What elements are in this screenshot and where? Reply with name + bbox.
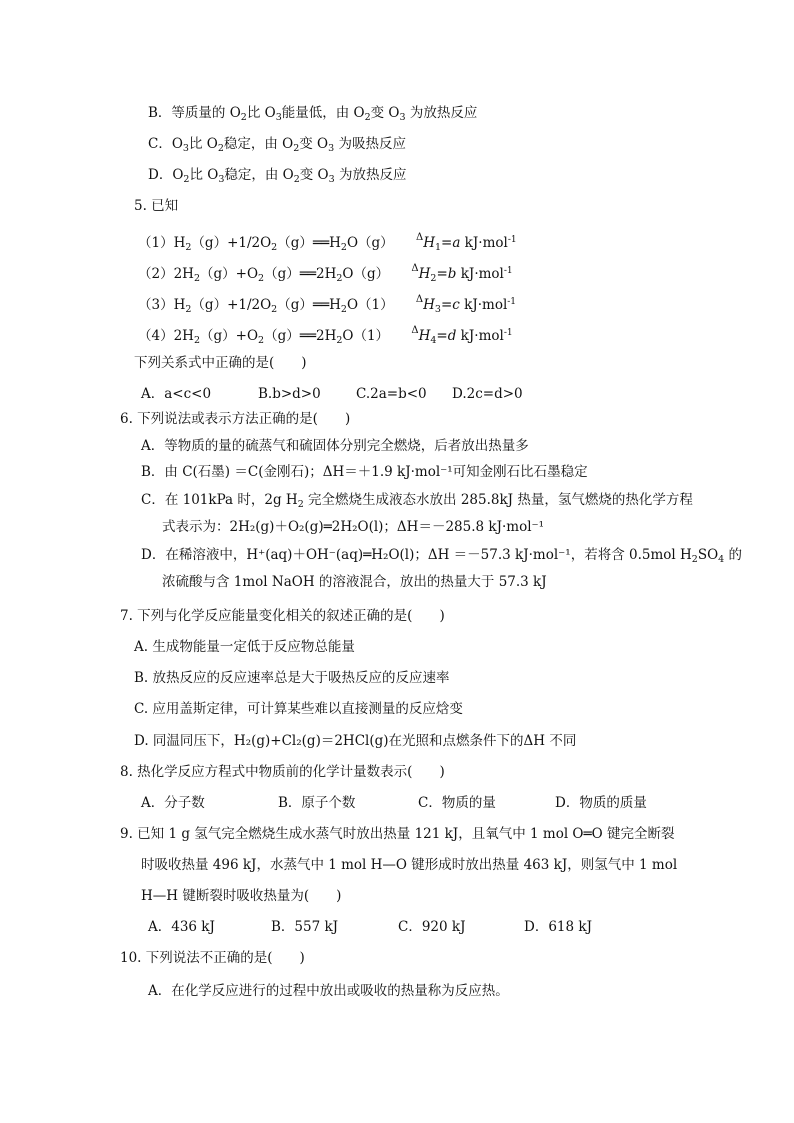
- q5-eq2-value: =b: [436, 266, 457, 282]
- q9-option-a: A．436 kJ: [148, 919, 215, 935]
- q4-b-text4: 变 O: [370, 105, 400, 121]
- q6-option-b: B．由 C(石墨) ＝C(金刚石)；ΔH＝＋1.9 kJ·mol⁻¹可知金刚石比石墨稳定: [141, 464, 588, 480]
- q5-eq3: $(3)H_2(g)+1/2O_2(g)══H_2O(1)$ $^\Delta H_3=c$ kJ·mol$^{-1}$: [138, 294, 517, 315]
- q6-d-text: D．在稀溶液中，H⁺(aq)＋OH⁻(aq)═H₂O(l)；ΔH ＝－57.3 kJ·mol⁻¹，若将含 0.5mol H: [141, 547, 692, 563]
- q8-option-a: A．分子数: [141, 795, 205, 811]
- q4-c-text2: 比 O: [188, 136, 218, 152]
- q8-option-d: D．物质的质量: [555, 795, 647, 811]
- q5-option-c: C.2a=b<0: [356, 386, 427, 402]
- q5-eq4-part: （g）+O: [200, 328, 259, 344]
- q9-option-c: C．920 kJ: [398, 919, 466, 935]
- q4-d-text4: 变 O: [299, 167, 329, 183]
- q5-eq3-part: （g）══H: [277, 297, 341, 313]
- q9-line2: 时吸收热量 496 kJ，水蒸气中 1 mol H—O 键形成时放出热量 463 kJ，则氢气中 1 mol: [141, 857, 678, 873]
- q5-eq4-h: H: [418, 328, 431, 344]
- q5-eq2-part: O（g）: [342, 266, 390, 282]
- q9-options: [0, 918, 794, 936]
- q4-b-text: B．等质量的 O: [148, 105, 241, 121]
- q5-eq4-part: （g）══2H: [264, 328, 337, 344]
- q5-eq2-part: （g）══2H: [264, 266, 337, 282]
- q6-option-c-line1: C．在 101kPa 时，2g $H_2$ 完全燃烧生成液态水放出 285.8kJ 热量，氢气燃烧的热化学方程: [141, 492, 693, 510]
- q4-c-text4: 变 O: [299, 136, 329, 152]
- q5-option-b: B.b>d>0: [258, 386, 321, 402]
- q5-eq4-part: O（1）: [342, 328, 390, 344]
- q7-option-c: C. 应用盖斯定律，可计算某些难以直接测量的反应焓变: [134, 701, 463, 717]
- q5-eq2: $(2)2H_2(g)+O_2(g)══2H_2O(g)$ $^\Delta H_2=b$ kJ·mol$^{-1}$: [138, 263, 513, 284]
- q4-c-text: C．O: [148, 136, 183, 152]
- q7-option-b: B. 放热反应的反应速率总是大于吸热反应的反应速率: [134, 670, 450, 686]
- q5-options: [0, 385, 794, 403]
- q5-eq1-h: H: [423, 235, 435, 251]
- q8-option-c: C．物质的量: [418, 795, 496, 811]
- q5-ask: 下列关系式中正确的是( ): [134, 355, 307, 371]
- q9-option-d: D．618 kJ: [524, 919, 592, 935]
- q6-option-d-line1: D．在稀溶液中，H⁺(aq)＋OH⁻(aq)═H₂O(l)；ΔH ＝－57.3 kJ·mol⁻¹，若将含 0.5mol $H_2SO_4$ 的: [141, 547, 742, 565]
- q5-eq4: $(4)2H_2(g)+O_2(g)══2H_2O(1)$ $^\Delta H_4=d$ kJ·mol$^{-1}$: [138, 325, 513, 346]
- q6-option-d-line2: 浓硫酸与含 1mol NaOH 的溶液混合，放出的热量大于 57.3 kJ: [162, 574, 547, 590]
- q4-d-text3: 稳定，由 O: [224, 167, 294, 183]
- q6-d-text2: SO: [697, 547, 719, 563]
- q4-d-text: D．O: [148, 167, 184, 183]
- q4-option-c: C．$O_3$比 $O_2$稳定，由 $O_2$变 $O_3$ 为吸热反应: [148, 136, 406, 154]
- q5-eq1-part: （g）+1/2O: [191, 235, 272, 251]
- q5-eq1: $(1)H_2(g)+1/2O_2(g)══H_2O(g)$ $^\Delta H_1=a$ kJ·mol$^{-1}$: [138, 232, 517, 253]
- q5-eq4-value: =d: [436, 328, 457, 344]
- q5-eq2-h: H: [418, 266, 431, 282]
- q5-eq4-part: （4）2H: [138, 328, 194, 344]
- q6-option-a: A．等物质的量的硫蒸气和硫固体分别完全燃烧，后者放出热量多: [141, 438, 529, 454]
- q5-option-a: A．a<c<0: [141, 386, 212, 402]
- q6-c-text: C．在 101kPa 时，2g H: [141, 492, 298, 508]
- q8-option-b: B．原子个数: [278, 795, 356, 811]
- q9-option-b: B．557 kJ: [271, 919, 339, 935]
- q5-eq3-part: （3）H: [138, 297, 186, 313]
- q5-eq1-part: （1）H: [138, 235, 186, 251]
- q5-eq4-unit: kJ·mol: [456, 328, 504, 344]
- q5-eq3-value: =c: [440, 297, 460, 313]
- q6-c-text2: 完全燃烧生成液态水放出 285.8kJ 热量，氢气燃烧的热化学方程: [303, 492, 693, 508]
- q5-eq2-part: （g）+O: [200, 266, 259, 282]
- q8-options: [0, 794, 794, 812]
- q5-eq3-part: O（1）: [346, 297, 394, 313]
- q4-d-text2: 比 O: [189, 167, 219, 183]
- q5-eq1-value: =a: [441, 235, 461, 251]
- q6-stem: 6. 下列说法或表示方法正确的是( ): [120, 411, 351, 427]
- q5-eq1-part: O（g）: [346, 235, 394, 251]
- q7-stem: 7. 下列与化学反应能量变化相关的叙述正确的是( ): [120, 608, 445, 624]
- q5-eq2-part: （2）2H: [138, 266, 194, 282]
- q5-option-d: D.2c=d>0: [452, 386, 523, 402]
- q4-c-text3: 稳定，由 O: [223, 136, 294, 152]
- q4-b-text2: 比 O: [246, 105, 276, 121]
- q5-eq3-part: （g）+1/2O: [191, 297, 272, 313]
- q5-stem: 5. 已知: [134, 198, 179, 214]
- q5-eq1-part: （g）══H: [277, 235, 341, 251]
- q4-b-text3: 能量低，由 O: [281, 105, 365, 121]
- q8-stem: 8. 热化学反应方程式中物质前的化学计量数表示( ): [120, 764, 445, 780]
- q10-option-a: A．在化学反应进行的过程中放出或吸收的热量称为反应热。: [148, 983, 509, 999]
- q9-line3: H—H 键断裂时吸收热量为( ): [141, 888, 342, 904]
- q9-line1: 9. 已知 1 g 氢气完全燃烧生成水蒸气时放出热量 121 kJ，且氧气中 1 mol O═O 键完全断裂: [120, 826, 675, 842]
- q4-c-text5: 为吸热反应: [334, 136, 406, 152]
- delta-symbol: Δ: [411, 325, 419, 336]
- q5-eq2-unit: kJ·mol: [456, 266, 504, 282]
- q4-d-text5: 为放热反应: [334, 167, 407, 183]
- q5-eq1-unit: kJ·mol: [460, 235, 508, 251]
- q7-option-d: D. 同温同压下，H₂(g)+Cl₂(g)＝2HCl(g)在光照和点燃条件下的ΔH 不同: [134, 733, 577, 749]
- q4-option-b: B．等质量的 $O_2$比 $O_3$能量低，由 $O_2$变 $O_3$ 为放热反应: [148, 105, 478, 123]
- q4-option-d: D．$O_2$比 $O_3$稳定，由 $O_2$变 $O_3$ 为放热反应: [148, 167, 407, 185]
- q6-option-c-line2: 式表示为：2H₂(g)＋O₂(g)═2H₂O(l)；ΔH＝－285.8 kJ·mol⁻¹: [162, 519, 545, 535]
- delta-symbol: Δ: [415, 294, 424, 305]
- q6-d-text3: 的: [724, 547, 742, 563]
- delta-symbol: Δ: [411, 263, 419, 274]
- q4-b-text5: 为放热反应: [405, 105, 478, 121]
- q5-eq3-unit: kJ·mol: [459, 297, 508, 313]
- q7-option-a: A. 生成物能量一定低于反应物总能量: [134, 639, 355, 655]
- q10-stem: 10. 下列说法不正确的是( ): [120, 950, 305, 966]
- q5-eq3-h: H: [423, 297, 435, 313]
- delta-symbol: Δ: [415, 232, 424, 243]
